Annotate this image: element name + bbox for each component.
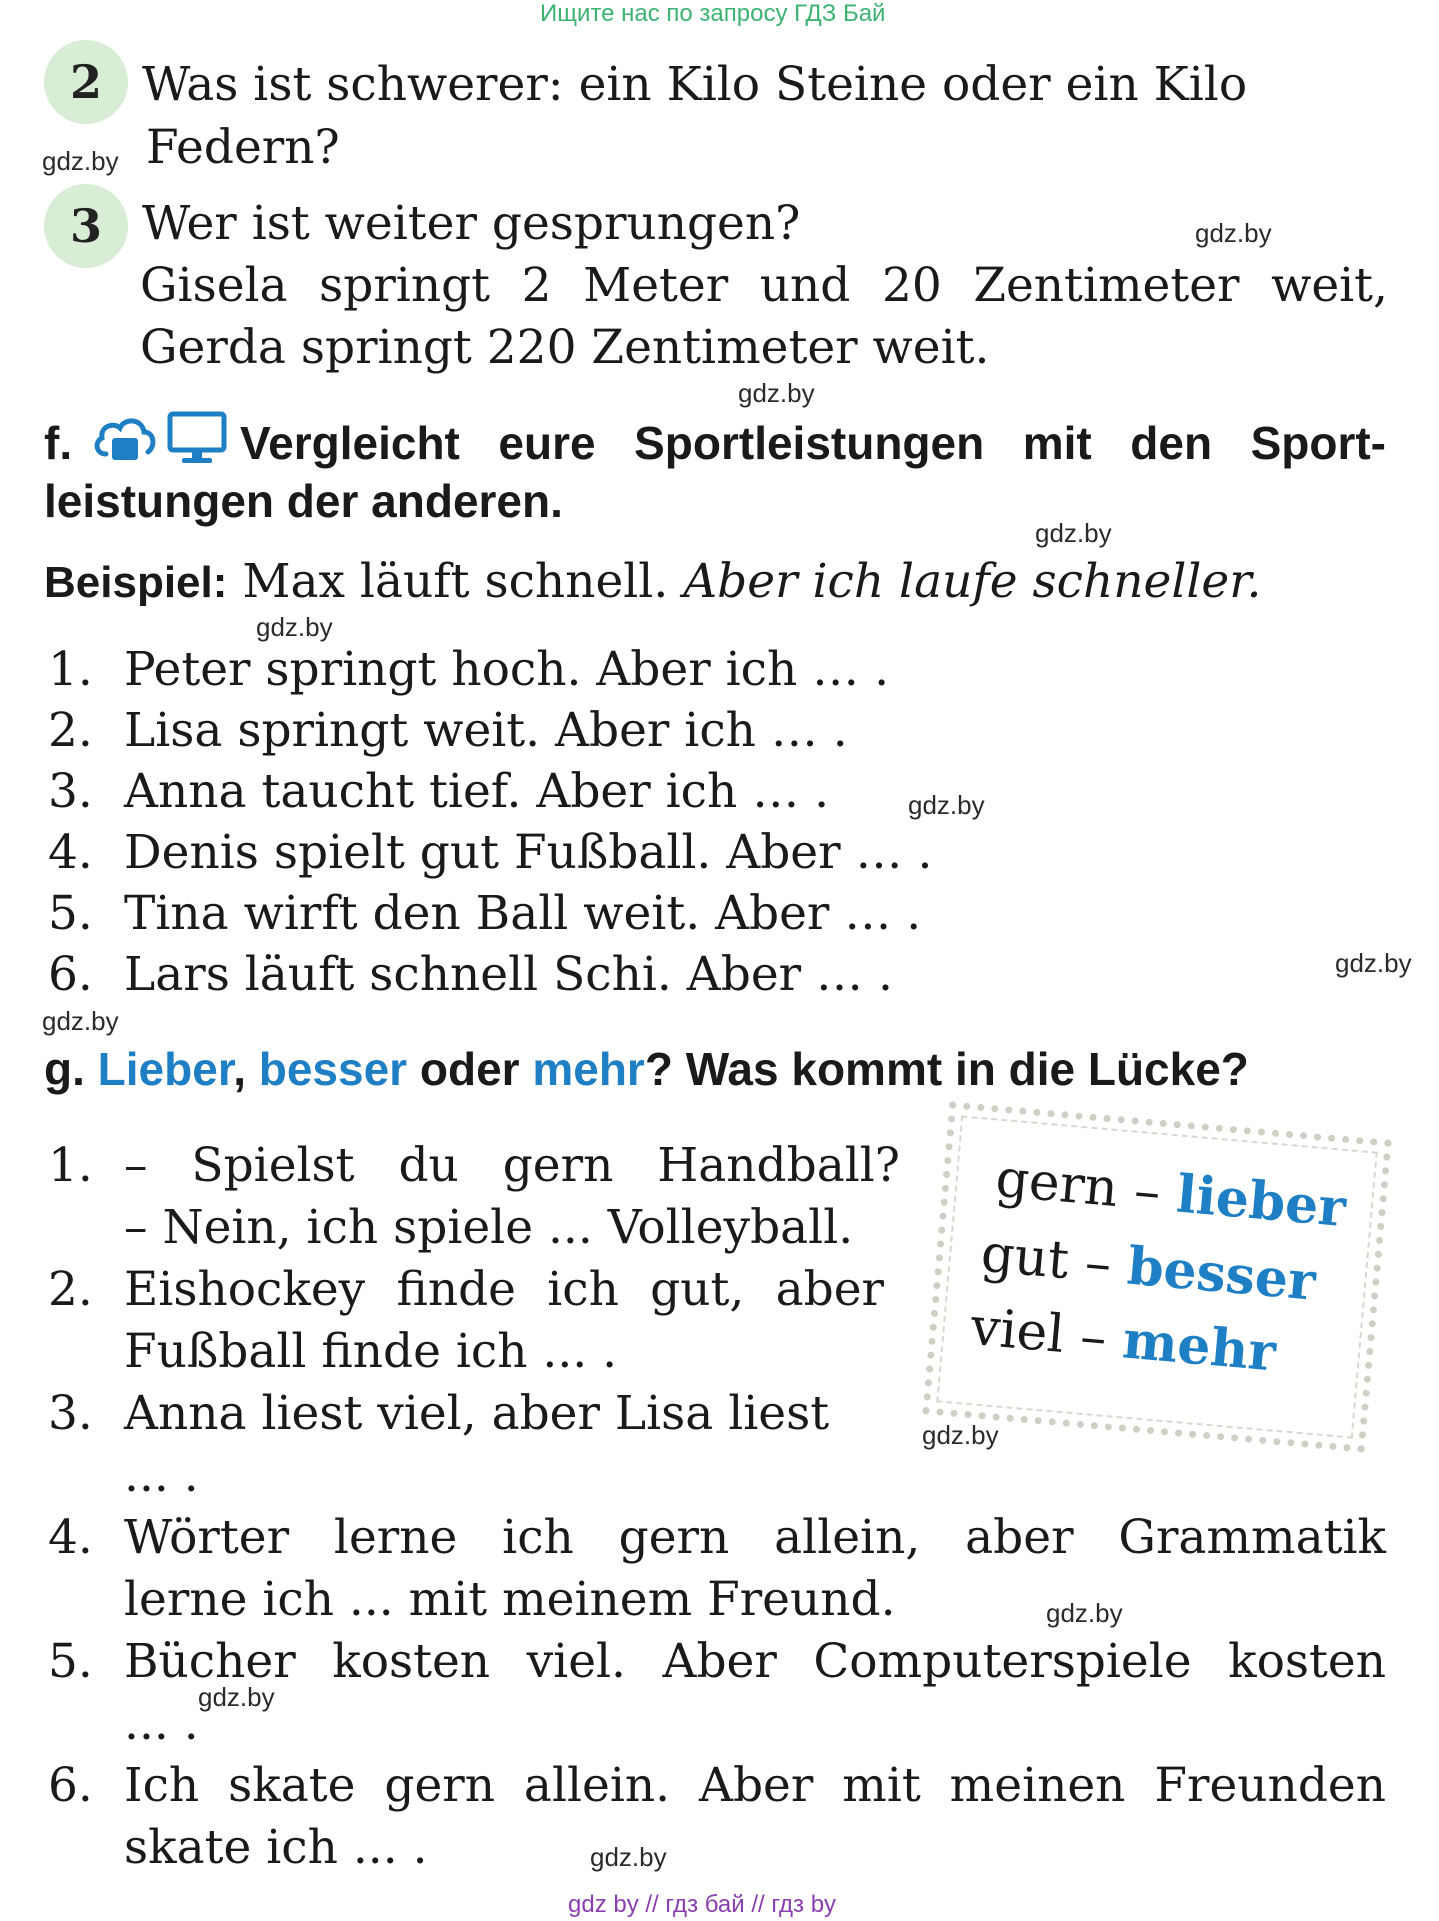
task-number-badge: 2 [44, 40, 128, 124]
watermark: gdz.by [738, 378, 815, 408]
list-item [48, 884, 921, 944]
watermark: gdz.by [256, 612, 333, 642]
section-f-letter: f. [44, 417, 73, 469]
list-item-continuation: skate ich ... . [124, 1820, 428, 1875]
example-line [44, 552, 1261, 613]
list-item-continuation: lerne ich ... mit meinem Freund. [124, 1572, 896, 1627]
footer-links[interactable]: gdz by // гдз бай // гдз by [568, 1891, 837, 1918]
top-banner[interactable]: Ищите нас по запросу ГДЗ Бай [540, 0, 886, 27]
example-answer: Aber ich laufe schneller. [683, 554, 1262, 609]
item-text: Peter springt hoch. Aber ich … . [124, 642, 890, 697]
pair-base: gut [978, 1223, 1072, 1292]
list-item [48, 1260, 884, 1320]
example-text: Max läuft schnell. [242, 554, 669, 609]
watermark: gdz.by [908, 790, 985, 820]
pair-dash: – [1082, 1232, 1114, 1295]
task2-line1: Was ist schwerer: ein Kilo Steine oder ein Kilo [142, 57, 1248, 112]
item-text: Lisa springt weit. Aber ich … . [124, 703, 848, 758]
item-number: 5. [48, 1634, 93, 1689]
item-text: Ich skate gern allein. Aber mit meinen Freunden [124, 1758, 1386, 1813]
list-item-continuation: ... . [124, 1448, 199, 1503]
item-number: 1. [48, 642, 93, 697]
section-g-heading [44, 1040, 1249, 1098]
item-text: Eishockey finde ich gut, aber [124, 1262, 884, 1317]
watermark: gdz.by [42, 1006, 119, 1036]
task3-line2: Gisela springt 2 Meter und 20 Zentimeter weit, [140, 258, 1388, 313]
list-item [48, 945, 893, 1005]
list-item [48, 1384, 829, 1444]
item-number: 2. [48, 1262, 93, 1317]
pair-dash: – [1077, 1306, 1109, 1369]
list-item [48, 701, 848, 761]
watermark: gdz.by [1046, 1598, 1123, 1628]
monitor-icon [166, 410, 228, 472]
list-item [48, 762, 829, 822]
watermark: gdz.by [1035, 518, 1112, 548]
watermark: gdz.by [198, 1682, 275, 1712]
word-lieber: Lieber [97, 1043, 234, 1095]
pair-base: viel [968, 1297, 1067, 1366]
example-label: Beispiel: [44, 558, 228, 607]
cloud-icon [92, 412, 158, 470]
section-f-title-line1: Vergleicht eure Sportleistungen mit den Sport- [240, 417, 1386, 469]
list-item-continuation: ... . [124, 1696, 199, 1751]
pair-comparative: lieber [1174, 1163, 1349, 1240]
list-item [48, 1508, 1386, 1568]
item-number: 6. [48, 1758, 93, 1813]
item-text: Wörter lerne ich gern allein, aber Grammatik [124, 1510, 1386, 1565]
task3-line3: Gerda springt 220 Zentimeter weit. [140, 320, 990, 375]
item-text: Anna taucht tief. Aber ich … . [124, 764, 830, 819]
item-text: Denis spielt gut Fußball. Aber … . [124, 825, 933, 880]
question-text: ? Was kommt in die Lücke? [644, 1043, 1249, 1095]
watermark: gdz.by [590, 1842, 667, 1872]
item-number: 3. [48, 1386, 93, 1441]
pair-comparative: mehr [1120, 1309, 1279, 1384]
item-text: Bücher kosten viel. Aber Computerspiele kosten [124, 1634, 1386, 1689]
section-g-letter: g. [44, 1043, 85, 1095]
list-item [48, 640, 889, 700]
section-f-title-line2: leistungen der anderen. [44, 475, 563, 527]
list-item-continuation: Fußball finde ich ... . [124, 1324, 618, 1379]
item-number: 4. [48, 825, 93, 880]
list-item [48, 1756, 1386, 1816]
list-item-continuation: – Nein, ich spiele ... Volleyball. [124, 1200, 854, 1255]
item-text: Tina wirft den Ball weit. Aber … . [124, 886, 922, 941]
list-item [48, 1136, 900, 1196]
watermark: gdz.by [42, 146, 119, 176]
watermark: gdz.by [1335, 948, 1412, 978]
item-number: 3. [48, 764, 93, 819]
list-item [48, 823, 932, 883]
item-text: Anna liest viel, aber Lisa liest [124, 1386, 830, 1441]
word-besser: besser [258, 1043, 408, 1095]
watermark: gdz.by [922, 1420, 999, 1450]
item-number: 5. [48, 886, 93, 941]
task2-line2: Federn? [146, 120, 340, 175]
pair-base: gern [993, 1148, 1121, 1220]
word-mehr: mehr [532, 1043, 645, 1095]
task-number-badge: 3 [44, 184, 128, 268]
item-text: Lars läuft schnell Schi. Aber … . [124, 947, 893, 1002]
comparison-box [922, 1101, 1392, 1453]
item-number: 6. [48, 947, 93, 1002]
task3-line1: Wer ist weiter gesprungen? [142, 196, 801, 251]
pair-comparative: besser [1124, 1235, 1319, 1313]
item-number: 4. [48, 1510, 93, 1565]
item-number: 1. [48, 1138, 93, 1193]
item-number: 2. [48, 703, 93, 758]
item-text: – Spielst du gern Handball? [124, 1138, 900, 1193]
comma: , [233, 1043, 246, 1095]
pair-dash: – [1131, 1160, 1163, 1223]
watermark: gdz.by [1195, 218, 1272, 248]
word-oder: oder [419, 1043, 520, 1095]
